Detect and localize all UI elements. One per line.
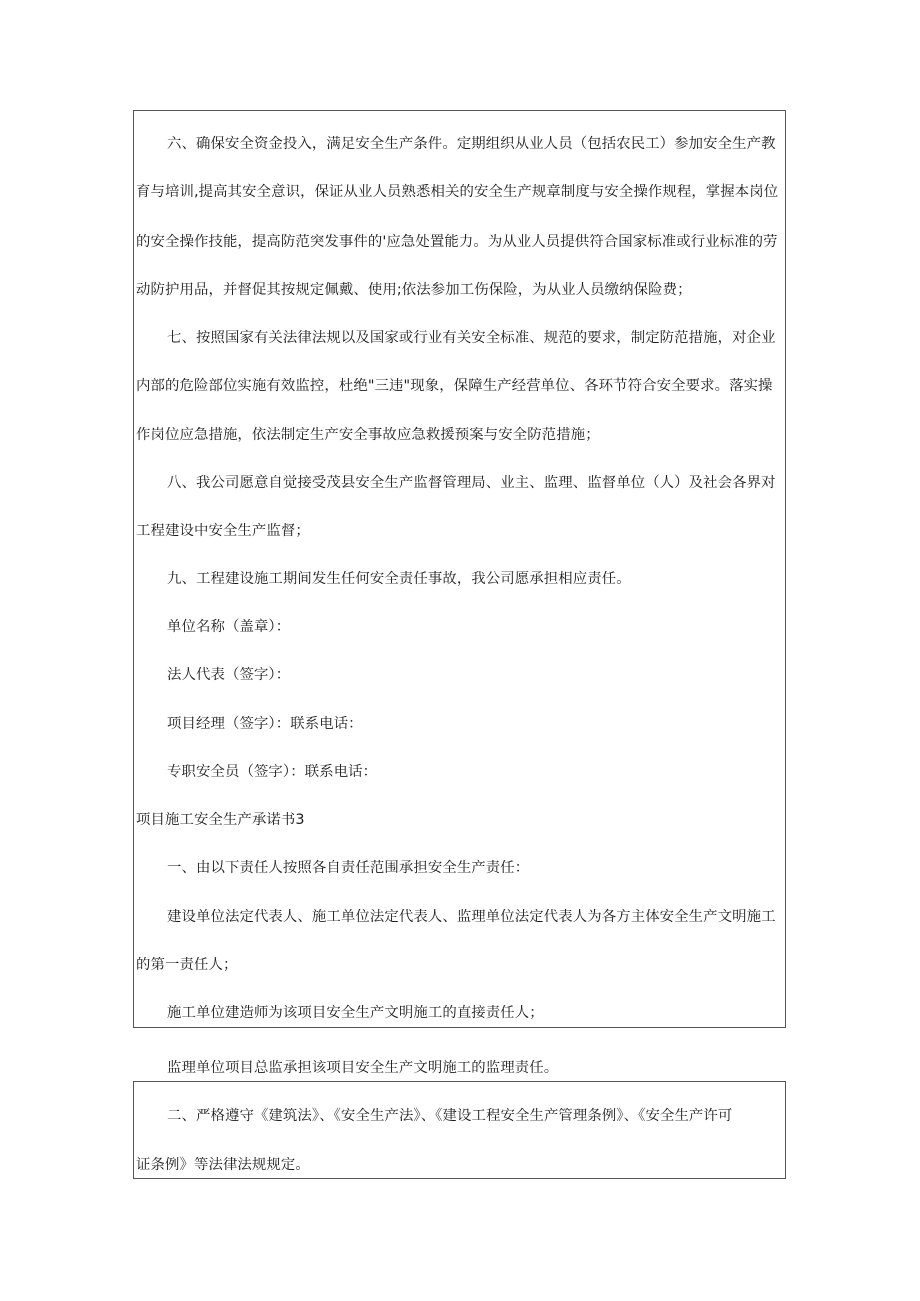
signature-legal-representative: 法人代表（签字）：	[167, 667, 291, 683]
paragraph-6-line-1: 六、确保安全资金投入，满足安全生产条件。定期组织从业人员（包括农民工）参加安全生产教	[167, 136, 776, 152]
responsibility-intro: 一、由以下责任人按照各自责任范围承担安全生产责任：	[167, 860, 530, 876]
responsibility-builder-line: 施工单位建造师为该项目安全生产文明施工的直接责任人；	[167, 1005, 544, 1021]
supervision-responsibility-line: 监理单位项目总监承担该项目安全生产文明施工的监理责任。	[167, 1060, 559, 1076]
section-title: 项目施工安全生产承诺书3	[136, 812, 305, 828]
paragraph-8-line-1: 八、我公司愿意自觉接受茂县安全生产监督管理局、业主、监理、监督单位（人）及社会各界对	[167, 475, 776, 491]
paragraph-7-line-3: 作岗位应急措施，依法制定生产安全事故应急救援预案与安全防范措施；	[136, 427, 600, 443]
paragraph-6-line-4: 动防护用品，并督促其按规定佩戴、使用;依法参加工伤保险，为从业人员缴纳保险费；	[136, 282, 692, 298]
paragraph-6-line-3: 的安全操作技能，提高防范突发事件的'应急处置能力。为从业人员提供符合国家标准或行业标准的劳	[136, 234, 778, 250]
paragraph-7-line-1: 七、按照国家有关法律法规以及国家或行业有关安全标准、规范的要求，制定防范措施，对企业	[167, 330, 776, 346]
paragraph-8-line-2: 工程建设中安全生产监督；	[136, 523, 310, 539]
signature-unit-name: 单位名称（盖章）：	[167, 619, 291, 635]
paragraph-9-line-1: 九、工程建设施工期间发生任何安全责任事故，我公司愿承担相应责任。	[167, 571, 631, 587]
responsibility-first-line-2: 的第一责任人；	[136, 957, 238, 973]
paragraph-7-line-2: 内部的危险部位实施有效监控，杜绝"三违"现象，保障生产经营单位、各环节符合安全要求。落实操	[136, 378, 773, 394]
signature-project-manager: 项目经理（签字）：联系电话：	[167, 716, 363, 732]
signature-safety-officer: 专职安全员（签字）：联系电话：	[167, 764, 378, 780]
responsibility-first-line-1: 建设单位法定代表人、施工单位法定代表人、监理单位法定代表人为各方主体安全生产文明施工	[167, 909, 776, 925]
paragraph-2-line-1: 二、严格遵守《建筑法》、《安全生产法》、《建设工程安全生产管理条例》、《安全生产许可	[167, 1108, 733, 1124]
paragraph-6-line-2: 育与培训,提高其安全意识，保证从业人员熟悉相关的安全生产规章制度与安全操作规程，掌握本岗位	[136, 184, 779, 200]
paragraph-2-line-2: 证条例》等法律法规规定。	[136, 1157, 310, 1173]
